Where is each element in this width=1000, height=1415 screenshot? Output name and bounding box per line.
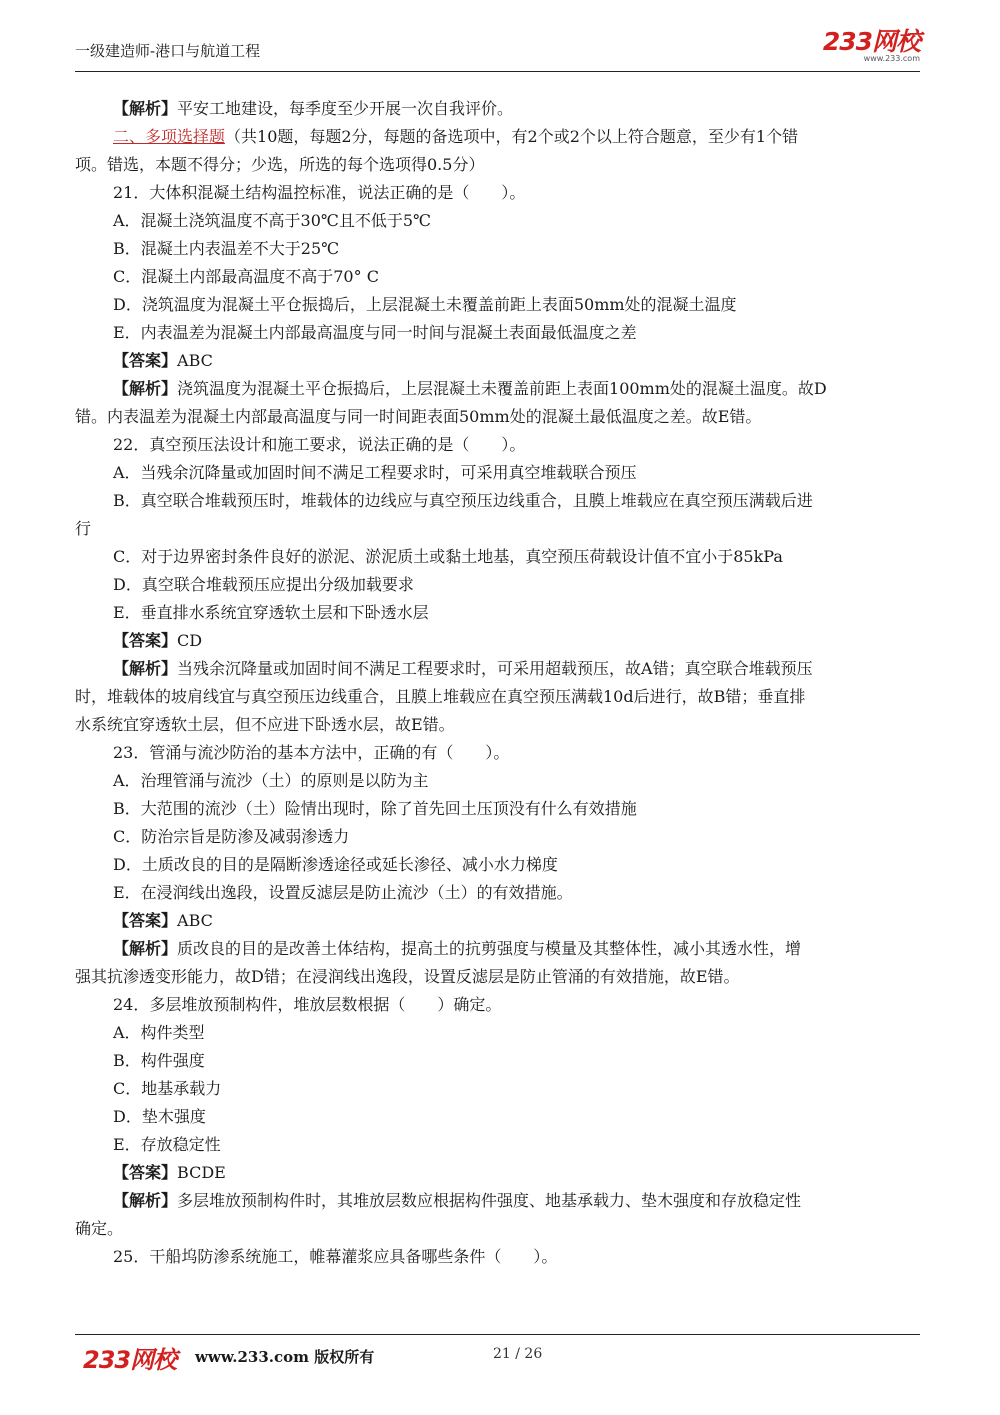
line-text: A．治理管涌与流沙（土）的原则是以防为主 — [113, 771, 429, 790]
text-line — [75, 1019, 923, 1047]
line-text: B．混凝土内表温差不大于25℃ — [113, 239, 340, 258]
text-line — [75, 935, 923, 963]
text-line — [75, 95, 923, 123]
line-text: A．混凝土浇筑温度不高于30℃且不低于5℃ — [113, 211, 431, 230]
line-text: D．垫木强度 — [113, 1107, 206, 1126]
line-text: 23．管涌与流沙防治的基本方法中，正确的有（ ）。 — [113, 743, 510, 762]
label-tag: 【解析】 — [113, 379, 178, 398]
text-line — [75, 235, 923, 263]
document-title: 一级建造师-港口与航道工程 — [75, 42, 261, 60]
text-line — [75, 1075, 923, 1103]
line-text: 强其抗渗透变形能力，故D错；在浸润线出逸段，设置反滤层是防止管涌的有效措施，故E错。 — [75, 967, 740, 986]
text-line — [75, 1215, 923, 1243]
line-text: D．真空联合堆载预压应提出分级加载要求 — [113, 575, 414, 594]
text-line — [75, 1243, 923, 1271]
text-line — [75, 627, 923, 655]
page-number: 21 / 26 — [493, 1346, 543, 1362]
text-line — [75, 907, 923, 935]
text-line — [75, 991, 923, 1019]
line-text: 浇筑温度为混凝土平仓振捣后，上层混凝土未覆盖前距上表面100mm处的混凝土温度。故D — [177, 379, 827, 398]
logo-text: 233网校 — [822, 27, 920, 56]
line-text: B．大范围的流沙（土）险情出现时，除了首先回土压顶没有什么有效措施 — [113, 799, 637, 818]
text-line — [75, 151, 923, 179]
text-line — [75, 655, 923, 683]
label-tag: 【答案】 — [113, 631, 178, 650]
line-text: 平安工地建设，每季度至少开展一次自我评价。 — [177, 99, 514, 118]
logo-url: www.233.com — [863, 54, 920, 63]
copyright-text: www.233.com 版权所有 — [195, 1348, 375, 1366]
text-line — [75, 1103, 923, 1131]
line-text: ABC — [177, 351, 213, 370]
text-line — [75, 571, 923, 599]
text-line — [75, 739, 923, 767]
text-line — [75, 291, 923, 319]
section-heading: 二、多项选择题 — [113, 127, 226, 146]
text-line — [75, 515, 923, 543]
label-tag: 【解析】 — [113, 939, 178, 958]
text-line — [75, 851, 923, 879]
text-line — [75, 1131, 923, 1159]
line-text: CD — [177, 631, 203, 650]
header-divider — [75, 71, 920, 72]
footer-divider — [75, 1334, 920, 1335]
line-text: E．存放稳定性 — [113, 1135, 221, 1154]
line-text: ABC — [177, 911, 213, 930]
page-footer — [75, 1340, 920, 1374]
text-line — [75, 263, 923, 291]
line-text: 25．干船坞防渗系统施工，帷幕灌浆应具备哪些条件（ ）。 — [113, 1247, 558, 1266]
text-line — [75, 767, 923, 795]
text-line — [75, 123, 923, 151]
line-text: D．土质改良的目的是隔断渗透途径或延长渗径、减小水力梯度 — [113, 855, 558, 874]
line-text: 当残余沉降量或加固时间不满足工程要求时，可采用超载预压，故A错；真空联合堆载预压 — [177, 659, 813, 678]
text-line — [75, 683, 923, 711]
line-text: 行 — [75, 519, 92, 538]
line-text: 项。错选，本题不得分；少选，所选的每个选项得0.5分） — [75, 155, 485, 174]
text-line — [75, 599, 923, 627]
line-text: A．构件类型 — [113, 1023, 205, 1042]
line-text: 时，堆载体的坡肩线宜与真空预压边线重合，且膜上堆载应在真空预压满载10d后进行，故B错；垂直排 — [75, 687, 806, 706]
line-text: B．真空联合堆载预压时，堆载体的边线应与真空预压边线重合，且膜上堆载应在真空预压满载后进 — [113, 491, 813, 510]
line-text: 质改良的目的是改善土体结构，提高土的抗剪强度与模量及其整体性，减小其透水性，增 — [177, 939, 802, 958]
text-line — [75, 487, 923, 515]
line-text: （共10题，每题2分，每题的备选项中，有2个或2个以上符合题意，至少有1个错 — [225, 127, 799, 146]
line-text: C．地基承载力 — [113, 1079, 222, 1098]
line-text: BCDE — [177, 1163, 226, 1182]
text-line — [75, 879, 923, 907]
text-line — [75, 207, 923, 235]
text-line — [75, 711, 923, 739]
brand-logo — [823, 28, 920, 63]
text-line — [75, 1047, 923, 1075]
line-text: E．在浸润线出逸段，设置反滤层是防止流沙（土）的有效措施。 — [113, 883, 573, 902]
line-text: E．内表温差为混凝土内部最高温度与同一时间与混凝土表面最低温度之差 — [113, 323, 637, 342]
footer-logo: 233网校 — [83, 1346, 177, 1374]
line-text: 21．大体积混凝土结构温控标准，说法正确的是（ ）。 — [113, 183, 526, 202]
label-tag: 【解析】 — [113, 1191, 178, 1210]
text-line — [75, 347, 923, 375]
text-line — [75, 375, 923, 403]
line-text: 24．多层堆放预制构件，堆放层数根据（ ）确定。 — [113, 995, 502, 1014]
label-tag: 【答案】 — [113, 351, 178, 370]
label-tag: 【答案】 — [113, 911, 178, 930]
line-text: 多层堆放预制构件时，其堆放层数应根据构件强度、地基承载力、垫木强度和存放稳定性 — [177, 1191, 802, 1210]
label-tag: 【解析】 — [113, 99, 178, 118]
page-header — [75, 28, 920, 70]
line-text: C．混凝土内部最高温度不高于70° C — [113, 267, 379, 286]
text-line — [75, 319, 923, 347]
line-text: 确定。 — [75, 1219, 124, 1238]
line-text: C．防治宗旨是防渗及减弱渗透力 — [113, 827, 350, 846]
text-line — [75, 963, 923, 991]
label-tag: 【答案】 — [113, 1163, 178, 1182]
line-text: A．当残余沉降量或加固时间不满足工程要求时，可采用真空堆载联合预压 — [113, 463, 637, 482]
document-body — [75, 95, 923, 1271]
text-line — [75, 179, 923, 207]
label-tag: 【解析】 — [113, 659, 178, 678]
line-text: D．浇筑温度为混凝土平仓振捣后，上层混凝土未覆盖前距上表面50mm处的混凝土温度 — [113, 295, 737, 314]
text-line — [75, 823, 923, 851]
text-line — [75, 403, 923, 431]
text-line — [75, 459, 923, 487]
line-text: 错。内表温差为混凝土内部最高温度与同一时间距表面50mm处的混凝土最低温度之差。故E错。 — [75, 407, 762, 426]
line-text: C．对于边界密封条件良好的淤泥、淤泥质土或黏土地基，真空预压荷载设计值不宜小于85kPa — [113, 547, 783, 566]
text-line — [75, 431, 923, 459]
text-line — [75, 543, 923, 571]
text-line — [75, 1159, 923, 1187]
line-text: 水系统宜穿透软土层，但不应进下卧透水层，故E错。 — [75, 715, 455, 734]
text-line — [75, 795, 923, 823]
line-text: B．构件强度 — [113, 1051, 205, 1070]
line-text: 22．真空预压法设计和施工要求，说法正确的是（ ）。 — [113, 435, 526, 454]
text-line — [75, 1187, 923, 1215]
line-text: E．垂直排水系统宜穿透软土层和下卧透水层 — [113, 603, 429, 622]
